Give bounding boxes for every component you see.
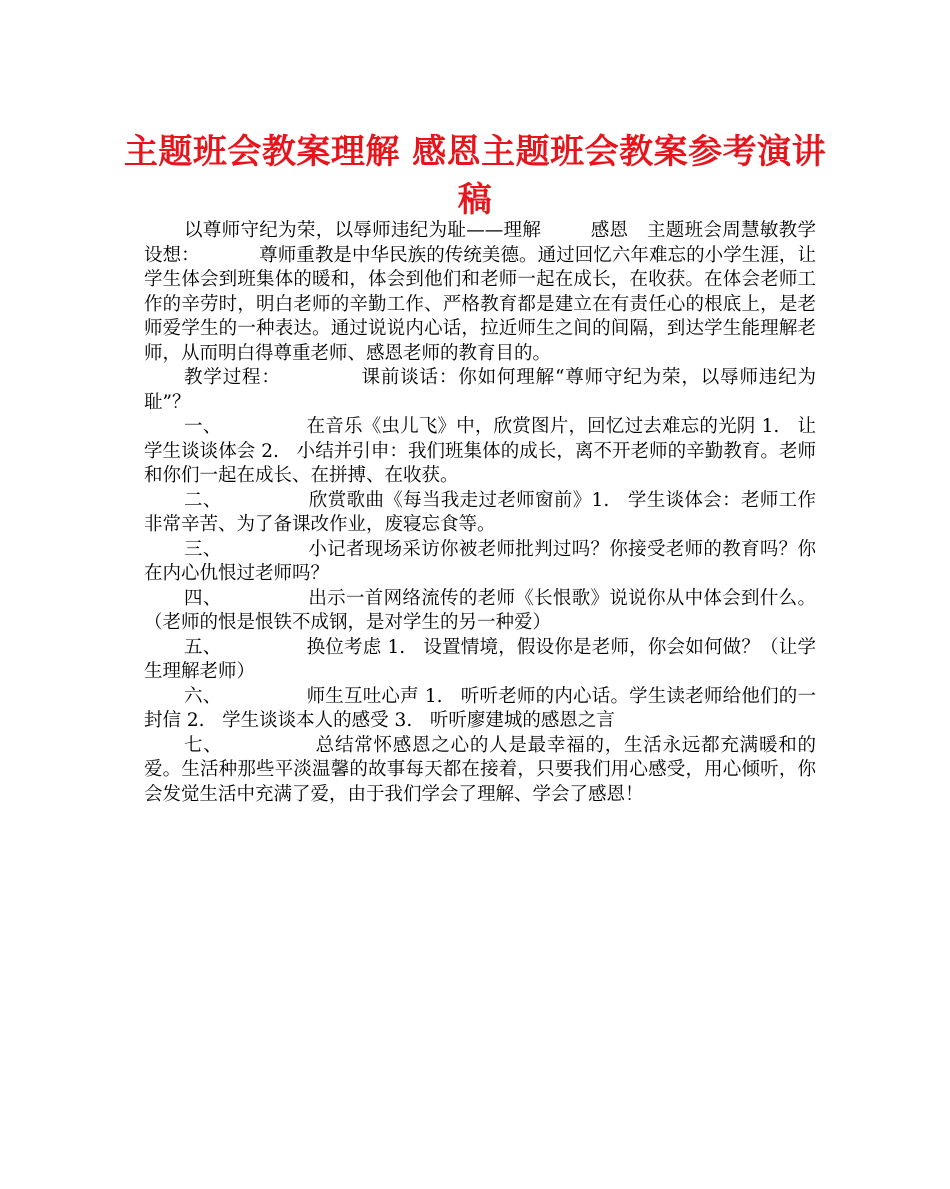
paragraph-step-1: 一、 在音乐《虫儿飞》中，欣赏图片，回忆过去难忘的光阴 1. 让学生谈谈体会 2. 小结并引申：我们班集体的成长，离不开老师的辛勤教育。老师和你们一起在成长、在拼搏、在收获。 xyxy=(144,416,816,486)
paragraph-step-6: 六、 师生互吐心声 1. 听听老师的内心话。学生读老师给他们的一封信 2. 学生谈谈本人的感受 3. 听听廖建城的感恩之言 xyxy=(144,685,816,731)
paragraph-intro: 以尊师守纪为荣，以辱师违纪为耻——理解 感恩 主题班会周慧敏教学设想： 尊师重教是中华民族的传统美德。通过回忆六年难忘的小学生涯，让学生体会到班集体的暖和，体会到他们和老师一起在成长，在收获。在体会老师工作的辛劳时，明白老师的辛勤工作、严格教育都是建立在有责任心的根底上，是老师爱学生的一种表达。通过说说内心话，拉近师生之间的间隔，到达学生能理解老师，从而明白得尊重老师、感恩老师的教育目的。 xyxy=(144,220,816,364)
document-body xyxy=(144,219,816,807)
paragraph-step-3: 三、 小记者现场采访你被老师批判过吗？你接受老师的教育吗？你在内心仇恨过老师吗？ xyxy=(144,538,816,584)
document-title: 主题班会教案理解 感恩主题班会教案参考演讲稿 xyxy=(123,132,827,220)
paragraph-step-5: 五、 换位考虑 1. 设置情境，假设你是老师，你会如何做？（让学生理解老师） xyxy=(144,636,816,682)
paragraph-step-2: 二、 欣赏歌曲《每当我走过老师窗前》1. 学生谈体会：老师工作非常辛苦、为了备课改作业，废寝忘食等。 xyxy=(144,489,816,535)
paragraph-process: 教学过程： 课前谈话：你如何理解“尊师守纪为荣，以辱师违纪为耻”？ xyxy=(144,367,816,413)
paragraph-step-7: 七、 总结常怀感恩之心的人是最幸福的，生活永远都充满暖和的爱。生活种那些平淡温馨的故事每天都在接着，只要我们用心感受，用心倾听，你会发觉生活中充满了爱，由于我们学会了理解、学会了感恩！ xyxy=(144,734,816,805)
paragraph-step-4: 四、 出示一首网络流传的老师《长恨歌》说说你从中体会到什么。（老师的恨是恨铁不成钢，是对学生的另一种爱） xyxy=(144,587,816,633)
